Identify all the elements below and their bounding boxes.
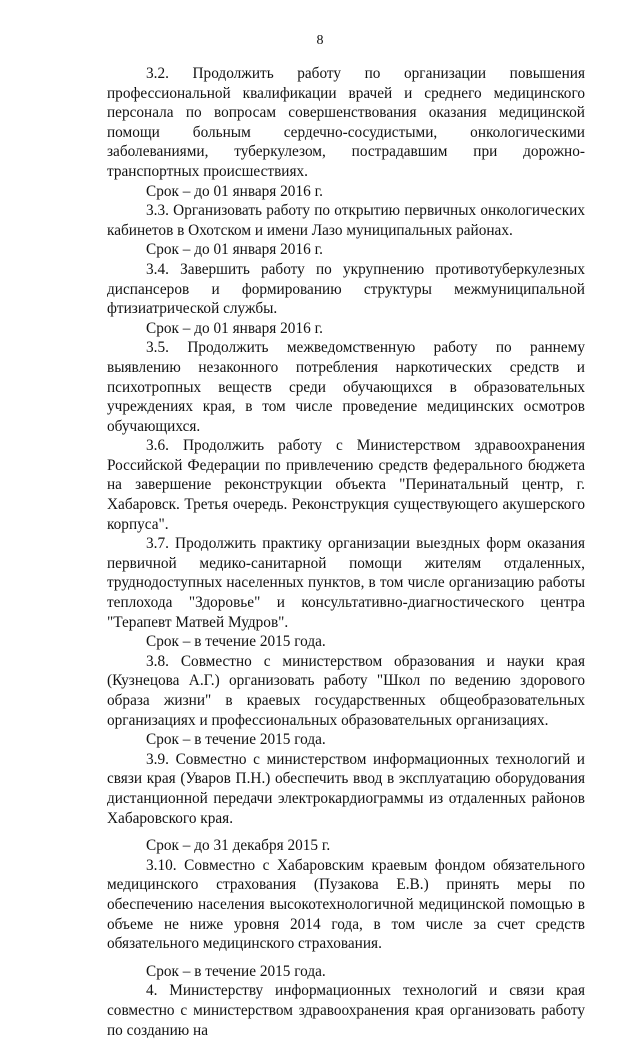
paragraph-item-4: 4. Министерству информационных технологий и связи края совместно с министерством здравоохранения края организовать работу по созданию на	[107, 982, 585, 1039]
document-body	[107, 64, 585, 1040]
page-number: 8	[316, 33, 324, 48]
paragraph-deadline: Срок – в течение 2015 года.	[146, 731, 326, 749]
paragraph-item-3-4: 3.4. Завершить работу по укрупнению противотуберкулезных диспансеров и формированию структуры межмуниципальной фтизиатрической службы.	[107, 260, 585, 318]
paragraph-deadline: Срок – до 01 января 2016 г.	[146, 319, 323, 337]
paragraph-item-3-6: 3.6. Продолжить работу с Министерством здравоохранения Российской Федерации по привлечению средств федерального бюджета на завершение реконструкции объекта "Перинатальный центр, г. Хабаровск. Третья очередь. Реконструкция существующего акушерского корпуса".	[107, 437, 585, 533]
paragraph-item-3-9: 3.9. Совместно с министерством информационных технологий и связи края (Уваров П.Н.) обеспечить ввод в эксплуатацию оборудования дистанционной передачи электрокардиограммы из отдаленных районов Хабаровского края.	[107, 750, 585, 827]
paragraph-item-3-7: 3.7. Продолжить практику организации выездных форм оказания первичной медико-санитарной помощи жителям отдаленных, труднодоступных населенных пунктов, в том числе организацию работы теплохода "Здоровье" и консультативно-диагностического центра "Терапевт Матвей Мудров".	[107, 535, 585, 631]
paragraph-item-3-2: 3.2. Продолжить работу по организации повышения профессиональной квалификации врачей и среднего медицинского персонала по вопросам совершенствования оказания медицинской помощи больным сердечно-сосудистыми, онкологическими заболеваниями, туберкулезом, пострадавшим при дорожно-транспортных происшествиях.	[107, 65, 585, 180]
paragraph-item-3-5: 3.5. Продолжить межведомственную работу по раннему выявлению незаконного потребления наркотических средств и психотропных веществ среди обучающихся в образовательных учреждениях края, в том числе проведение медицинских осмотров обучающихся.	[107, 339, 585, 435]
paragraph-item-3-8: 3.8. Совместно с министерством образования и науки края (Кузнецова А.Г.) организовать работу "Школ по ведению здорового образа жизни" в краевых государственных общеобразовательных организациях и профессиональных образовательных организациях.	[107, 652, 585, 729]
paragraph-deadline: Срок – до 01 января 2016 г.	[146, 182, 323, 200]
paragraph-item-3-10: 3.10. Совместно с Хабаровским краевым фондом обязательного медицинского страхования (Пузакова Е.В.) принять меры по обеспечению населения высокотехнологичной медицинской помощью в объеме не ниже уровня 2014 года, в том числе за счет средств обязательного медицинского страхования.	[107, 856, 585, 953]
paragraph-item-3-3: 3.3. Организовать работу по открытию первичных онкологических кабинетов в Охотском и имени Лазо муниципальных районах.	[107, 202, 585, 239]
paragraph-deadline: Срок – в течение 2015 года.	[146, 633, 326, 651]
paragraph-deadline: Срок – до 31 декабря 2015 г.	[146, 837, 331, 855]
paragraph-deadline: Срок – в течение 2015 года.	[146, 962, 326, 980]
paragraph-deadline: Срок – до 01 января 2016 г.	[146, 241, 323, 259]
